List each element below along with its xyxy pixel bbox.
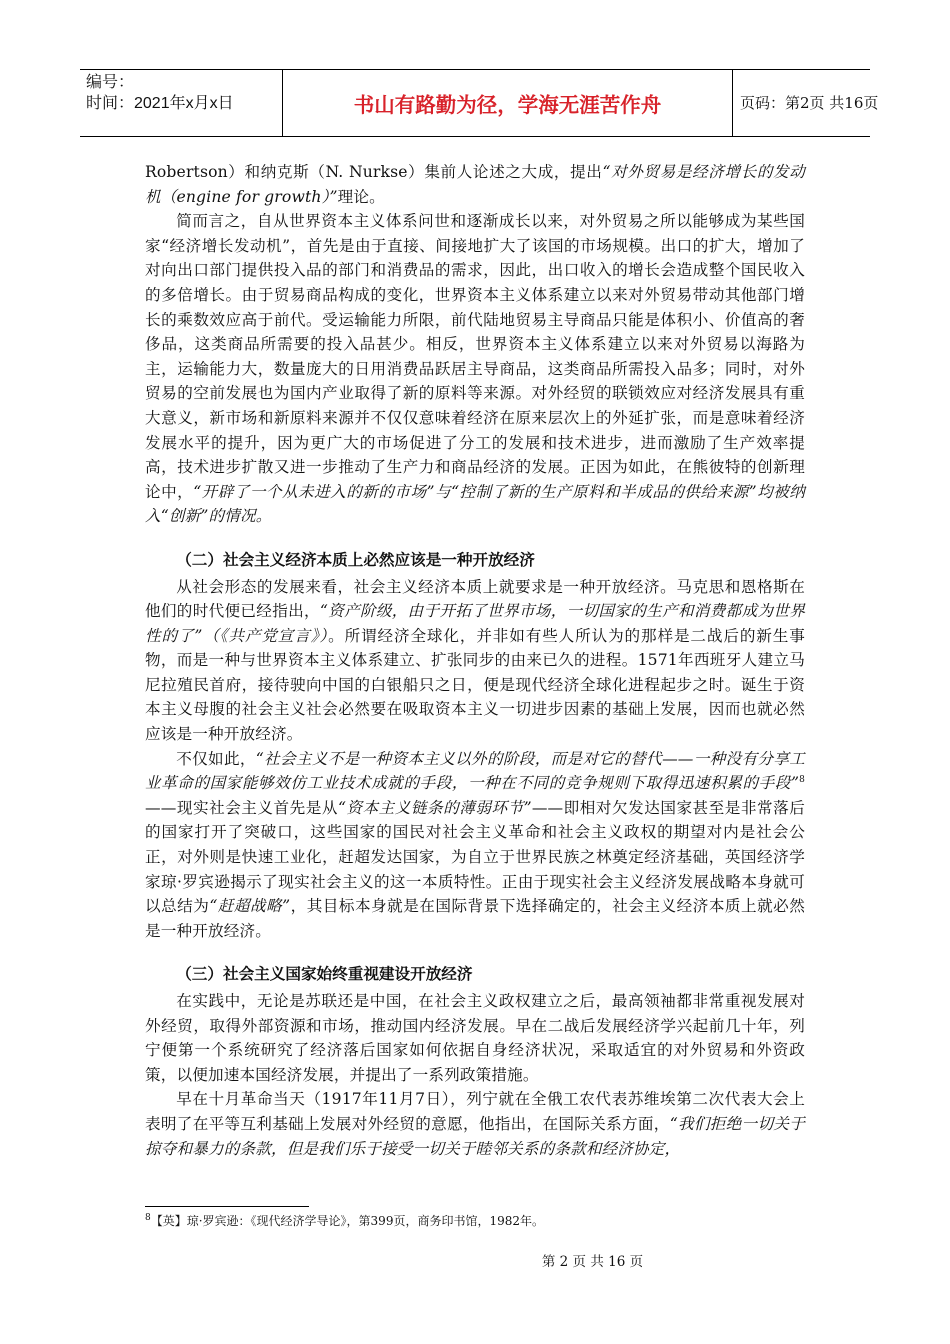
paragraph: 简而言之，自从世界资本主义体系问世和逐渐成长以来，对外贸易之所以能够成为某些国家“经济增长发动机”，首先是由于直接、间接地扩大了该国的市场规模。出口的扩大，增加了对向出口部门提供投入品的部门和消费品的需求，因此，出口收入的增长会造成整个国民收入的多倍增长。由于贸易商品构成的变化，世界资本主义体系建立以来对外贸易带动其他部门增长的乘数效应高于前代。受运输能力所限，前代陆地贸易主导商品只能是体积小、价值高的奢侈品，这类商品所需要的投入品甚少。相反，世界资本主义体系建立以来对外贸易以海路为主，运输能力大，数量庞大的日用消费品跃居主导商品，这类商品所需投入品多；同时，对外贸易的空前发展也为国内产业取得了新的原料等来源。对外经贸的联锁效应对经济发展具有重大意义，新市场和新原料来源并不仅仅意味着经济在原来层次上的外延扩张，而是意味着经济发展水平的提升，因为更广大的市场促进了分工的发展和技术进步，进而激励了生产效率提高，技术进步扩散又进一步推动了生产力和商品经济的发展。正因为如此，在熊彼特的创新理论中，“开辟了一个从未进入的新的市场”与“控制了新的生产原料和半成品的供给来源”均被纳入“创新”的情况。	[145, 212, 806, 526]
footnote-mark: 8	[145, 1213, 151, 1223]
document-body	[145, 160, 805, 1161]
paragraph: 不仅如此，“社会主义不是一种资本主义以外的阶段，而是对它的替代——一种没有分享工业革命的国家能够效仿工业技术成就的手段，一种在不同的竞争规则下取得迅速积累的手段”$^8$——现实社会主义首先是从“资本主义链条的薄弱环节”——即相对欠发达国家甚至是非常落后的国家打开了突破口，这些国家的国民对社会主义革命和社会主义政权的期望对内是社会公正，对外则是快速工业化，赶超发达国家，为自立于世界民族之林奠定经济基础，英国经济学家琼·罗宾逊揭示了现实社会主义的这一本质特性。正由于现实社会主义经济发展战略本身就可以总结为“赶超战略”，其目标本身就是在国际背景下选择确定的，社会主义经济本质上就必然是一种开放经济。	[145, 749, 805, 940]
header-page-info: 页码：第2页 共16页	[740, 94, 879, 112]
document-date: 时间：2021年x月x日	[86, 95, 234, 112]
paragraph: 在实践中，无论是苏联还是中国，在社会主义政权建立之后，最高领袖都非常重视发展对外经贸，取得外部资源和市场，推动国内经济发展。早在二战后发展经济学兴起前几十年，列宁便第一个系统研究了经济落后国家如何依据自身经济状况，采取适宜的对外贸易和外资政策，以便加速本国经济发展，并提出了一系列政策措施。	[145, 992, 805, 1084]
page-footer: 第 2 页 共 16 页	[541, 1254, 644, 1270]
footnote	[145, 1212, 544, 1229]
paragraph: 从社会形态的发展来看，社会主义经济本质上就要求是一种开放经济。马克思和恩格斯在他们的时代便已经指出，“资产阶级，由于开拓了世界市场，一切国家的生产和消费都成为世界性的了”（《共产党宣言》）。所谓经济全球化，并非如有些人所认为的那样是二战后的新生事物，而是一种与世界资本主义体系建立、扩张同步的由来已久的进程。1571年西班牙人建立马尼拉殖民首府，接待驶向中国的白银船只之日，便是现代经济全球化进程起步之时。诞生于资本主义母腹的社会主义社会必然要在吸取资本主义一切进步因素的基础上发展，因而也就必然应该是一种开放经济。	[145, 577, 806, 744]
footnote-reference[interactable]: 8	[799, 775, 805, 786]
page-header	[80, 69, 879, 137]
paragraph: Robertson）和纳克斯（N. Nurkse）集前人论述之大成，提出“对外贸易是经济增长的发动机（engine for growth）”理论。	[145, 163, 805, 206]
section-heading: （二）社会主义经济本质上必然应该是一种开放经济	[176, 550, 535, 569]
header-meta	[86, 72, 282, 134]
footnote-divider	[145, 1206, 309, 1207]
paragraph: 早在十月革命当天（1917年11月7日），列宁就在全俄工农代表苏维埃第二次代表大会上表明了在平等互利基础上发展对外经贸的意愿，他指出，在国际关系方面，“我们拒绝一切关于掠夺和暴力的条款，但是我们乐于接受一切关于睦邻关系的条款和经济协定，	[145, 1090, 806, 1158]
section-heading: （三）社会主义国家始终重视建设开放经济	[176, 965, 473, 984]
footnote-text: 【英】琼·罗宾逊：《现代经济学导论》，第399页，商务印书馆，1982年。	[150, 1214, 544, 1228]
document-number-label: 编号：	[86, 74, 135, 91]
header-motto: 书山有路勤为径，学海无涯苦作舟	[282, 70, 733, 136]
